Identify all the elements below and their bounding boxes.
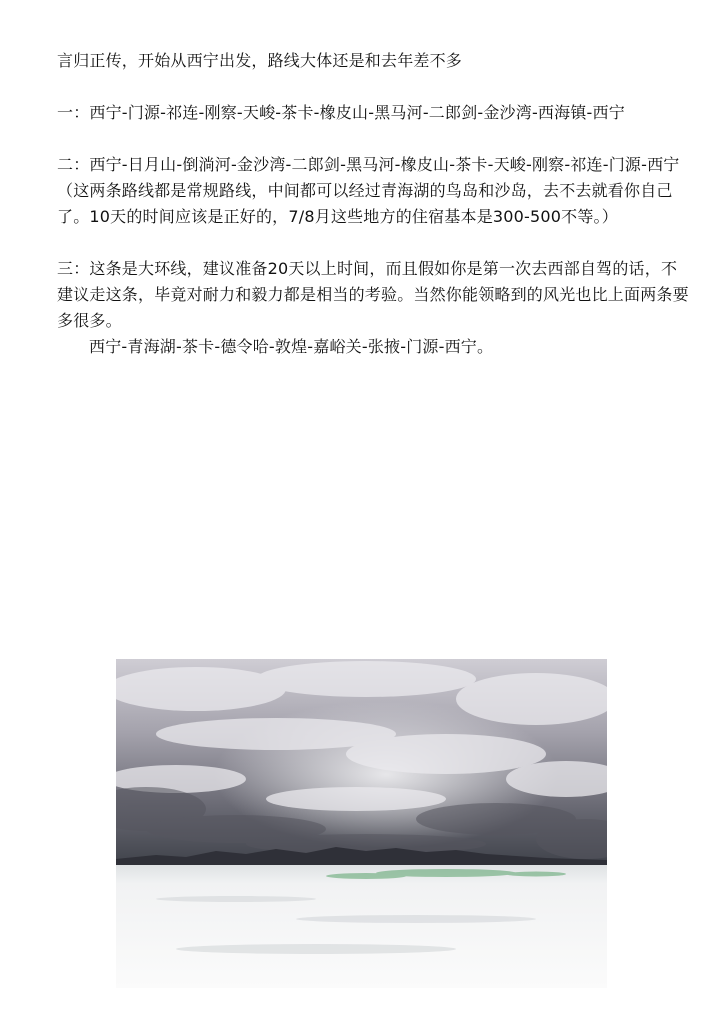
- route-three-paragraph: 三：这条是大环线，建议准备20天以上时间，而且假如你是第一次去西部自驾的话，不建议走这条，毕竟对耐力和毅力都是相当的考验。当然你能领略到的风光也比上面两条要多很多。: [57, 259, 689, 330]
- route-three-path: 西宁-青海湖-茶卡-德令哈-敦煌-嘉峪关-张掖-门源-西宁。: [89, 337, 494, 356]
- route-two-paragraph: 二：西宁-日月山-倒淌河-金沙湾-二郎剑-黑马河-橡皮山-茶卡-天峻-刚察-祁连-门源-西宁: [57, 155, 680, 174]
- salt-lake-photo: [116, 659, 607, 988]
- spacer: [57, 230, 689, 256]
- spacer: [57, 126, 689, 152]
- route-one-paragraph: 一：西宁-门源-祁连-刚察-天峻-茶卡-橡皮山-黑马河-二郎剑-金沙湾-西海镇-西宁: [57, 103, 625, 122]
- intro-paragraph: 言归正传，开始从西宁出发，路线大体还是和去年差不多: [57, 51, 463, 70]
- document-body: [57, 48, 689, 360]
- spacer: [57, 74, 689, 100]
- route-note-paragraph: （这两条路线都是常规路线，中间都可以经过青海湖的鸟岛和沙岛，去不去就看你自己了。10天的时间应该是正好的，7/8月这些地方的住宿基本是300-500不等。）: [57, 181, 673, 226]
